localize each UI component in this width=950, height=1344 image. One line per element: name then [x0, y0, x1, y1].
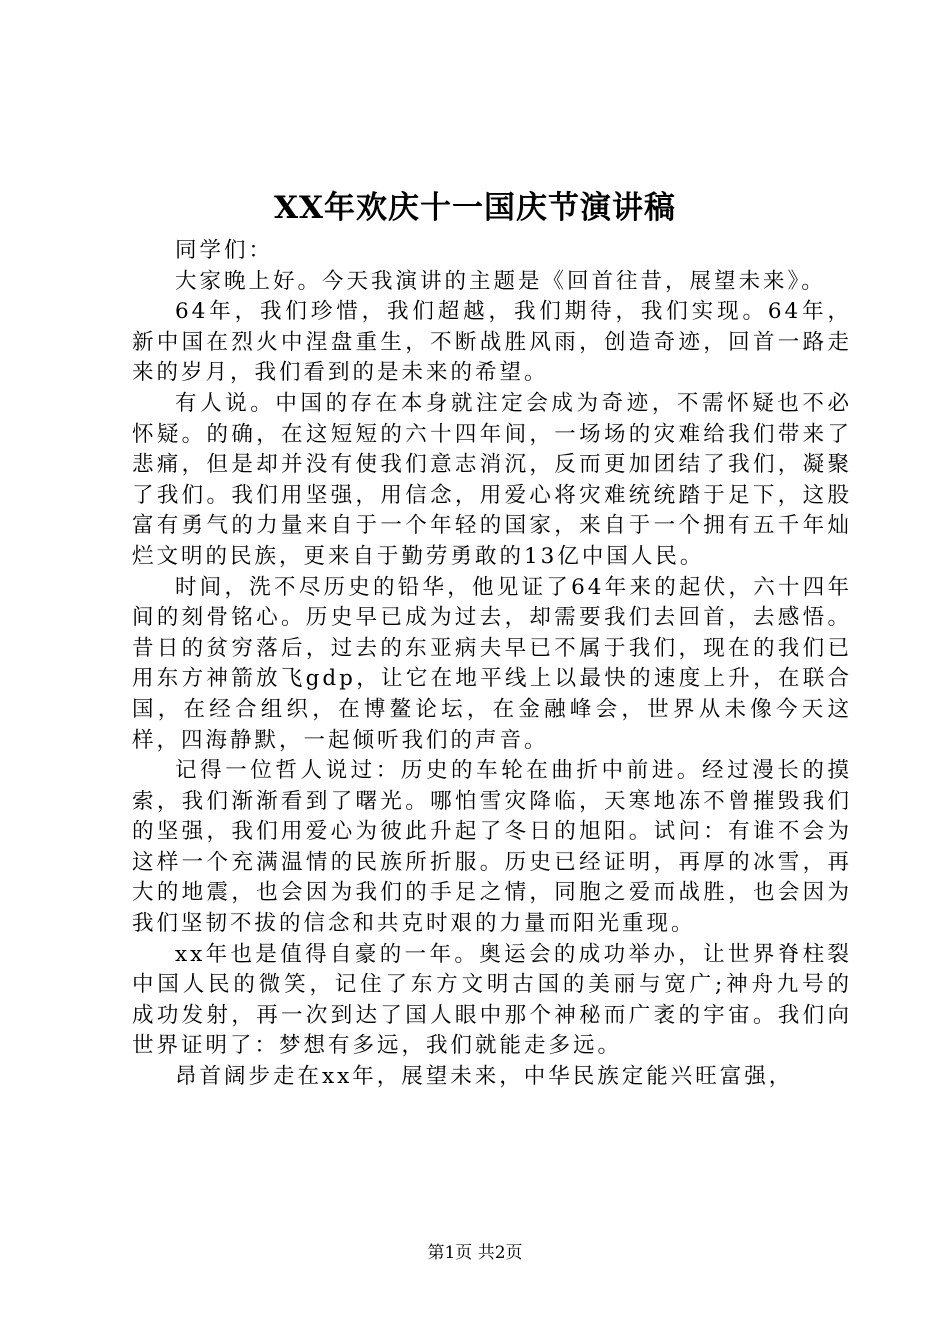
paragraph: 64年，我们珍惜，我们超越，我们期待，我们实现。64年，新中国在烈火中涅盘重生，不断战胜风雨，创造奇迹，回首一路走来的岁月，我们看到的是未来的希望。: [132, 299, 852, 386]
paragraph: 时间，洗不尽历史的铅华，他见证了64年来的起伏，六十四年间的刻骨铭心。历史早已成为过去，却需要我们去回首，去感悟。昔日的贫穷落后，过去的东亚病夫早已不属于我们，现在的我们已用东方神箭放飞gdp，让它在地平线上以最快的速度上升，在联合国，在经合组织，在博鳌论坛，在金融峰会，世界从未像今天这样，四海静默，一起倾听我们的声音。: [132, 574, 852, 753]
paragraph: 有人说。中国的存在本身就注定会成为奇迹，不需怀疑也不必怀疑。的确，在这短短的六十四年间，一场场的灾难给我们带来了悲痛，但是却并没有使我们意志消沉，反而更加团结了我们，凝聚了我们。我们用坚强，用信念，用爱心将灾难统统踏于足下，这股富有勇气的力量来自于一个年轻的国家，来自于一个拥有五千年灿烂文明的民族，更来自于勤劳勇敢的13亿中国人民。: [132, 390, 852, 569]
page-number-footer: 第1页 共2页: [427, 1243, 523, 1263]
document-body: [132, 236, 852, 1093]
paragraph: 记得一位哲人说过：历史的车轮在曲折中前进。经过漫长的摸索，我们渐渐看到了曙光。哪怕雪灾降临，天寒地冻不曾摧毁我们的坚强，我们用爱心为彼此升起了冬日的旭阳。试问：有谁不会为这样一个充满温情的民族所折服。历史已经证明，再厚的冰雪，再大的地震，也会因为我们的手足之情，同胞之爱而战胜，也会因为我们坚韧不拔的信念和共克时艰的力量而阳光重现。: [132, 758, 852, 937]
paragraph-greeting: 大家晚上好。今天我演讲的主题是《回首往昔，展望未来》。: [175, 268, 826, 294]
paragraph: 昂首阔步走在xx年，展望未来，中华民族定能兴旺富强，: [175, 1064, 794, 1090]
paragraph-salutation: 同学们：: [175, 238, 274, 263]
document-title: XX年欢庆十一国庆节演讲稿: [273, 190, 677, 226]
paragraph: xx年也是值得自豪的一年。奥运会的成功举办，让世界脊柱裂中国人民的微笑，记住了东方文明古国的美丽与宽广;神舟九号的成功发射，再一次到达了国人眼中那个神秘而广袤的宇宙。我们向世界证明了：梦想有多远，我们就能走多远。: [132, 941, 852, 1059]
